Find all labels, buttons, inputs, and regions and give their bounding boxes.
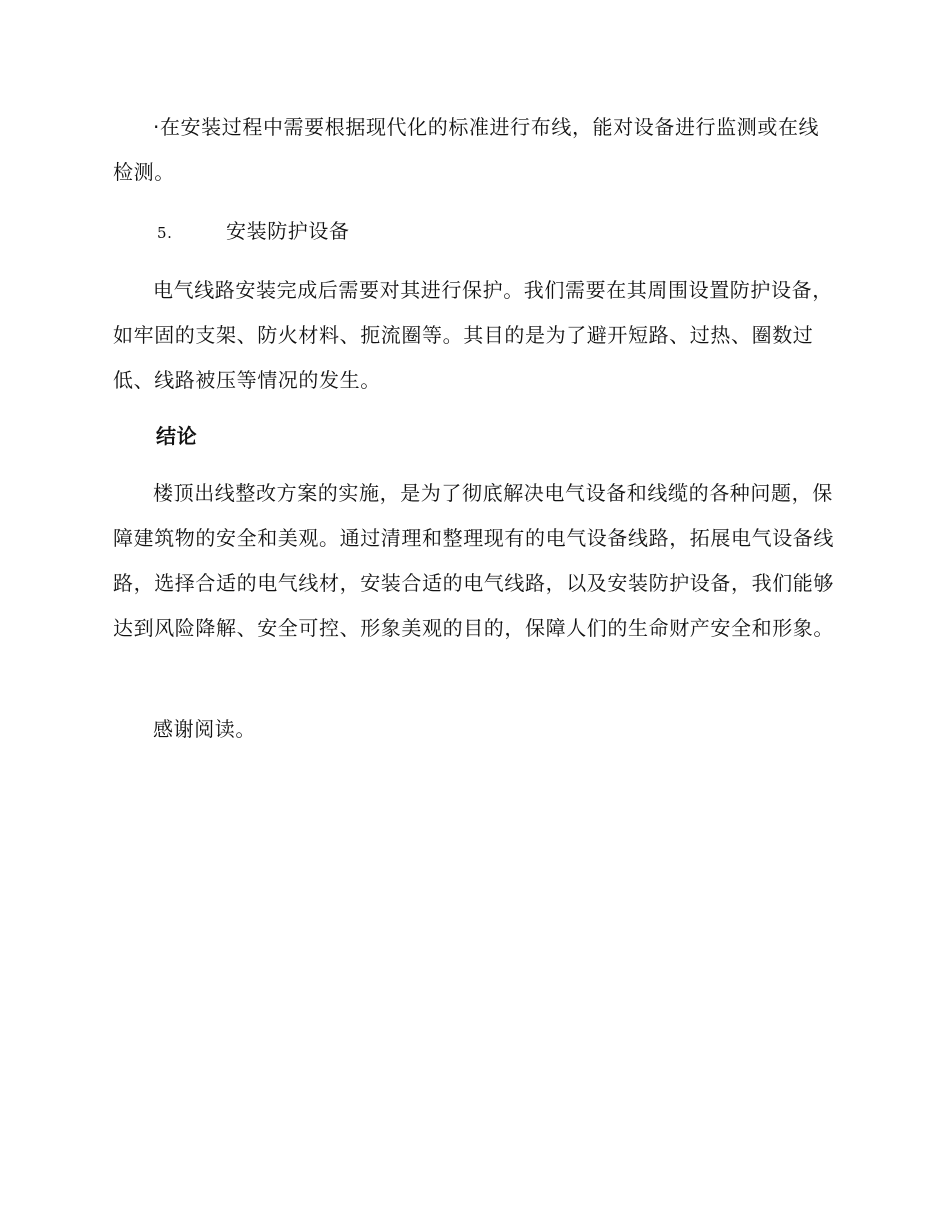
paragraph-wiring-standard: ·在安装过程中需要根据现代化的标准进行布线，能对设备进行监测或在线检测。 <box>113 115 820 184</box>
closing-line: 感谢阅读。 <box>153 717 256 741</box>
section-title: 安装防护设备 <box>226 219 350 243</box>
section-number: 5. <box>157 224 173 242</box>
section-heading-install-protection <box>157 212 350 252</box>
paragraph-conclusion: 楼顶出线整改方案的实施，是为了彻底解决电气设备和线缆的各种问题，保障建筑物的安全和美观。通过清理和整理现有的电气设备线路，拓展电气设备线路，选择合适的电气线材，安装合适的电气线路，以及安装防护设备，我们能够达到风险降解、安全可控、形象美观的目的，保障人们的生命财产安全和形象。 <box>113 481 834 640</box>
paragraph-protection: 电气线路安装完成后需要对其进行保护。我们需要在其周围设置防护设备，如牢固的支架、防火材料、扼流圈等。其目的是为了避开短路、过热、圈数过低、线路被压等情况的发生。 <box>113 278 833 392</box>
conclusion-heading: 结论 <box>156 424 198 448</box>
